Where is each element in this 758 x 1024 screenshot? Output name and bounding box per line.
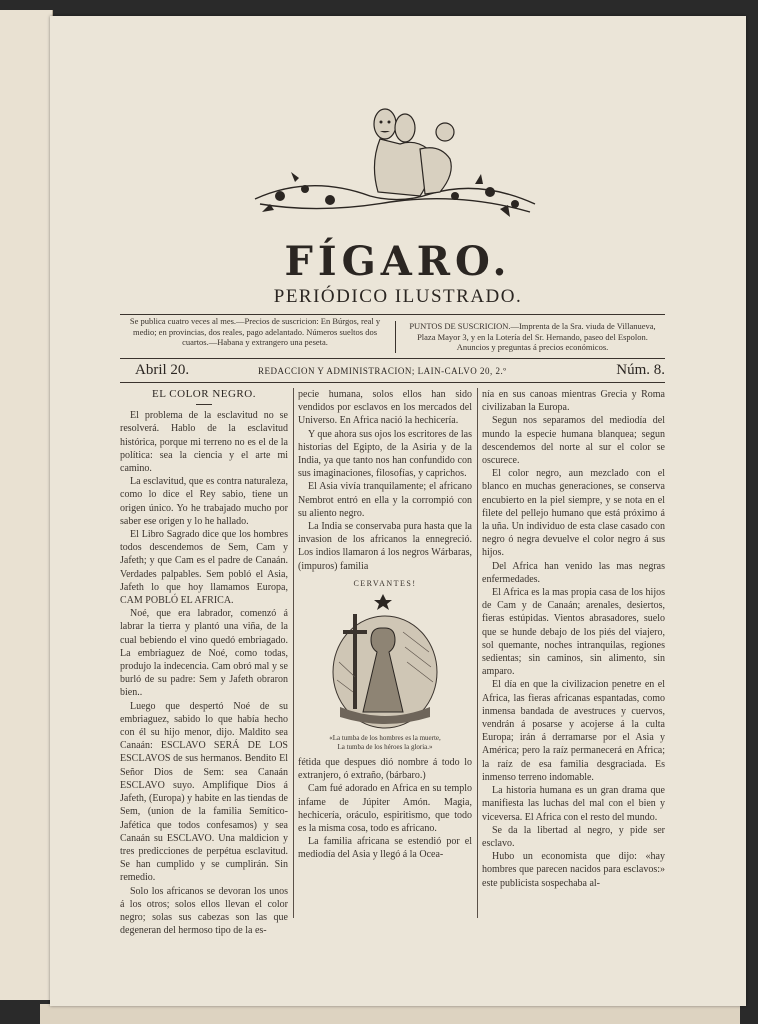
newspaper-title: FÍGARO. (284, 238, 512, 285)
illustration-caption-line-1: «La tumba de los hombres es la muerte, (329, 734, 441, 743)
article-column-3 (482, 388, 665, 890)
illustration-caption-line-2: La tumba de los héroes la gloria.» (337, 743, 433, 752)
article-title: EL COLOR NEGRO. (152, 388, 256, 400)
column-divider (293, 388, 294, 918)
paragraph: El Asia vivía tranquilamente; el africano Nembrot entró en ella y la corrompió con su aliento negro. (298, 481, 472, 519)
paragraph: Hubo un economista que dijo: «hay hombres que parecen nacidos para esclavos:» este publicista sospechaba al- (482, 851, 665, 889)
subscription-info-right: PUNTOS DE SUSCRICION.—Imprenta de la Sra. viuda de Villanueva, Plaza Mayor 3, y en la Lotería del Sr. Hernando, paseo del Espolon. Anuncios y preguntas á precios económicos. (395, 321, 665, 353)
title-rule (196, 404, 212, 405)
illustration-heading: CERVANTES! (353, 578, 417, 588)
masthead-ornament-illustration (250, 104, 540, 234)
paragraph: Cam fué adorado en Africa en su templo infame de Júpiter Amón. Magia, hechicería, oráculo, espiritismo, que todo es la misma cosa, todo es africano. (298, 783, 472, 835)
article-column-1 (120, 388, 288, 937)
paragraph: La esclavitud, que es contra naturaleza, como lo dice el Rey sabio, tiene un origen único. Yo he trabajado mucho por saber ese origen y lo he hallado. (120, 476, 288, 527)
paragraph: Luego que despertó Noé de su embriaguez, sabido lo que había hecho con él su hijo menor, dijo. Maldito sea Canaán: ESCLAVO SERÁ DE LOS ESCLAVOS de sus hermanos. Bendito El Señor Dios de Sem: sea Canaán ESCLAVO suyo. Amplifique Dios á Jafeth, (Europa) y habite en las tiendas de Sem, (union de la familia Semítico-Jafética que todos confesamos) y sea Canaán su ESCLAVO. Una maldicion y tres predicciones de perpétua esclavitud. Se han cumplido y se cumplirán. Sin remedio. (120, 700, 288, 884)
header-rule-middle (120, 358, 665, 359)
paragraph: Se da la libertad al negro, y pide ser esclavo. (482, 824, 665, 849)
paragraph: El Africa es la mas propia casa de los hijos de Cam y de Canaán; arenales, desiertos, fieras estúpidas. Vientos abrasadores, suelo que se hunde debajo de los piés del viajero, sol quemante, noches intranquilas, regiones sedientas; sin caminos, sin alimento, sin amparo. (482, 587, 665, 678)
paragraph: Noé, que era labrador, comenzó á labrar la tierra y plantó una viña, de la cual bebiendo el vino quedó embriagado. La embriaguez de Noé, como todas, produjo la indecencia. Cam obró mal y se burló de su padre: Sem y Jafeth obraron bien.. (120, 608, 288, 699)
issue-date: Abril 20. (135, 362, 190, 378)
subscription-info-left: Se publica cuatro veces al mes.—Precios de suscricion: En Búrgos, real y medio; en provincias, dos reales, pago adelantado. Números sueltos dos cuartos.—Habana y extrangero una peseta. (129, 316, 381, 347)
paragraph: Del Africa han venido las mas negras enfermedades. (482, 560, 665, 585)
paragraph: El Libro Sagrado dice que los hombres todos descendemos de Sem, Cam y Jafeth; y que Cam es el padre de Canaán. Verdades palpables. Sem pobló el Asia, Jafeth lo que hoy llamamos Europa, CAM POBLÓ EL AFRICA. (120, 529, 288, 607)
paragraph: fétida que despues dió nombre á todo lo extranjero, ó extraño, (bárbaro.) (298, 757, 472, 782)
administration-address: REDACCION Y ADMINISTRACION; LAIN-CALVO 20, 2.º (258, 366, 507, 376)
paragraph: La familia africana se estendió por el mediodía del Asia y llegó á la Ocea- (298, 836, 472, 861)
paragraph: Segun nos separamos del mediodía del mundo la especie humana blanquea; segun descendemos del norte al sur el color se oscurece. (482, 415, 665, 467)
stacked-page-edge (40, 1004, 740, 1024)
column-divider (477, 388, 478, 918)
paragraph: La India se conservaba pura hasta que la invasion de los africanos la ennegreció. Los indios llamaron á los negros Wárbaras, (impuros) familia (298, 521, 472, 572)
paragraph: El color negro, aun mezclado con el blanco en muchas generaciones, se conserva encubierto en la piel siempre, y se nota en el filete del pellejo humano que está próximo á la uña. Un individuo de esta clase casado con negro ó negra devuelve el color negro á sus hijos. (482, 468, 665, 559)
paragraph: El día en que la civilizacion penetre en el Africa, las fieras africanas espantadas, como inmensa bandada de avestruces y cuervos, vendrán á posarse y acojerse á la culta Europa; irán á derramarse por el Asia y América; pero la raíz permanecerá en Africa; la raíz de esa familia desgraciada. Es inmenso terreno indomable. (482, 679, 665, 783)
paragraph: Y que ahora sus ojos los escritores de las historias del Egipto, de la Asiria y de la India, ya que tanto nos han confundido con sus imaginaciones, filosofías, y caprichos. (298, 428, 472, 480)
paragraph: El problema de la esclavitud no se resolverá. Hablo de la esclavitud histórica, porque mi terreno no es el de la política: sea la ciencia y el arte mi camino. (120, 410, 288, 475)
paragraph: nía en sus canoas mientras Grecia y Roma civilizaban la Europa. (482, 389, 665, 414)
newspaper-page (50, 16, 746, 1006)
cervantes-tomb-engraving (325, 592, 445, 732)
header-rule-bottom (120, 382, 665, 383)
issue-number: Núm. 8. (616, 362, 665, 378)
paragraph: Solo los africanos se devoran los unos á los otros; solos ellos llevan el color negro; solas sus cabezas son las que degeneran del hermoso tipo de la es- (120, 885, 288, 937)
newspaper-subtitle: PERIÓDICO ILUSTRADO. (273, 286, 523, 307)
paragraph: pecie humana, solos ellos han sido vendidos por esclavos en los mercados del Universo. En Africa nació la hechicería. (298, 389, 472, 427)
header-rule-top (120, 314, 665, 315)
article-column-2 (298, 388, 472, 862)
previous-page-edge (0, 10, 53, 1000)
paragraph: La historia humana es un gran drama que manifiesta las luchas del mal con el bien y viceversa. El Africa con el resto del mundo. (482, 785, 665, 823)
